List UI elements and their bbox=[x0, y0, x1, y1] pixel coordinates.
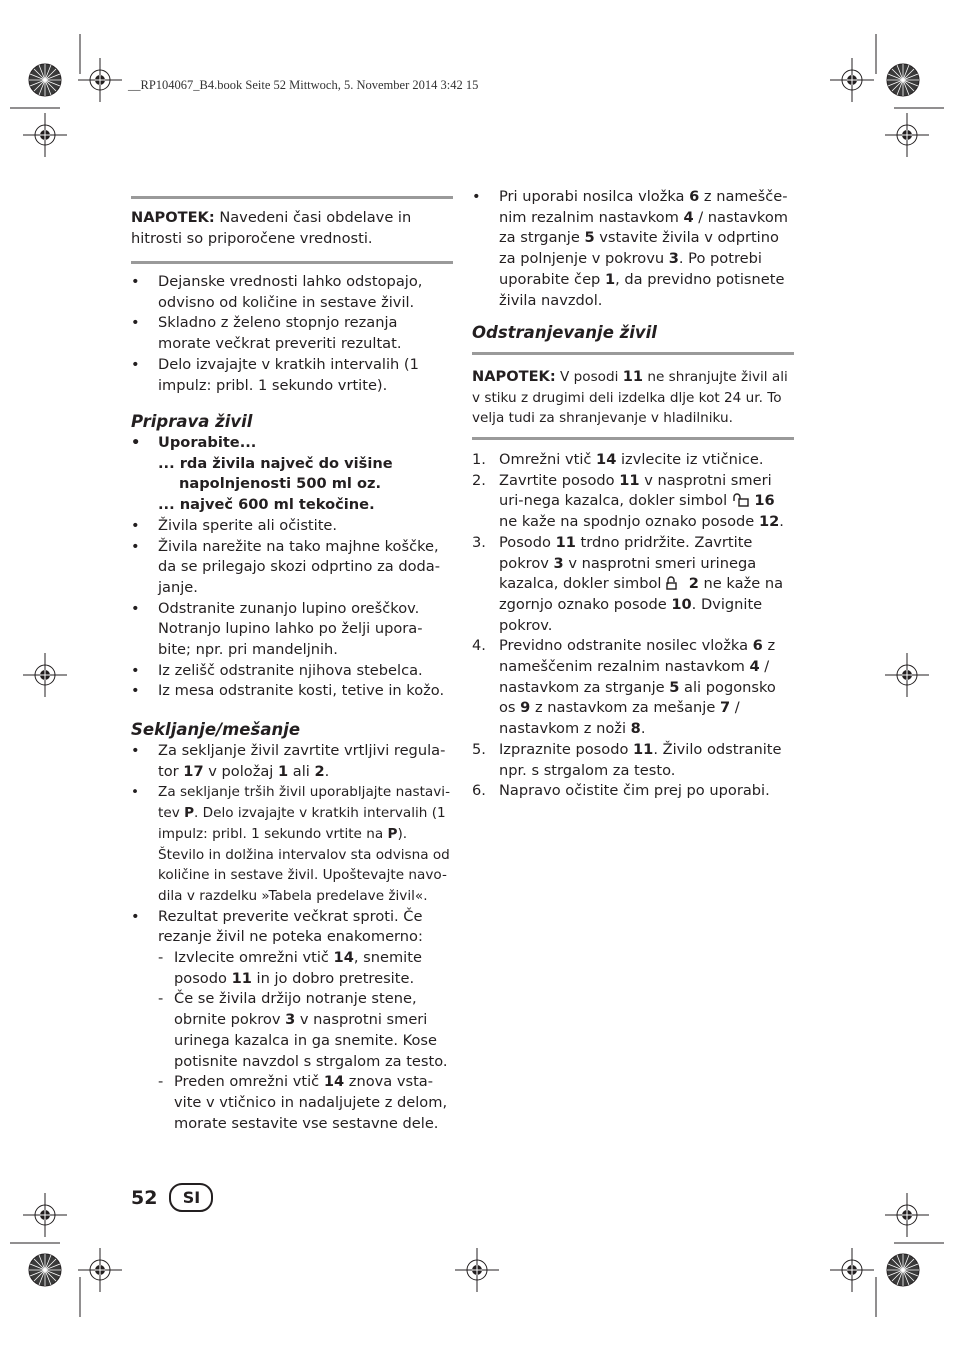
note-text: NAPOTEK: V posodi 11 ne shranjujte živil ali v stiku z drugimi deli izdelka dlje kot 24 ur. To velja tudi za shranjevanje v hladilniku. bbox=[472, 368, 788, 427]
note-box bbox=[472, 352, 794, 440]
hint-list bbox=[131, 272, 453, 396]
list-item: • Živila sperite ali očistite. bbox=[131, 516, 453, 537]
page-footer bbox=[131, 1183, 213, 1212]
note-text: NAPOTEK: Navedeni časi obdelave in hitrosti so priporočene vrednosti. bbox=[131, 209, 412, 247]
list-item: • Za sekljanje živil zavrtite vrtljivi regula-tor 17 v položaj 1 ali 2. bbox=[131, 741, 453, 782]
list-item: • Dejanske vrednosti lahko odstopajo, odvisno od količine in sestave živil. bbox=[131, 272, 453, 313]
list-item: 1. Omrežni vtič 14 izvlecite iz vtičnice. bbox=[472, 451, 764, 468]
list-item: • Delo izvajajte v kratkih intervalih (1 impulz: pribl. 1 sekundo vrtite). bbox=[131, 355, 453, 396]
list-item: • Iz mesa odstranite kosti, tetive in kožo. bbox=[131, 681, 453, 702]
list-item: • Za sekljanje trših živil uporabljajte nastavi-tev P. Delo izvajajte v kratkih intervalih (1 impulz: pribl. 1 sekundo vrtite na P). Število in dolžina intervalov sta odvisna od količine in sestave živil. Upoštevajte navo-dila v razdelku »Tabela predelave živil«. bbox=[131, 782, 453, 906]
section-heading: Odstranjevanje živil bbox=[472, 323, 657, 342]
list-item: 2. Zavrtite posodo 11 v nasprotni smeri uri-nega kazalca, dokler simbol 16 ne kaže na spodnjo oznako posode 12. bbox=[472, 471, 784, 531]
language-badge: SI bbox=[169, 1183, 213, 1212]
sub-list bbox=[158, 948, 453, 1134]
section-heading: Sekljanje/mešanje bbox=[131, 720, 301, 739]
list-item: • Rezultat preverite večkrat sproti. Če rezanje živil ne poteka enakomerno: - Izvlecite omrežni vtič 14, snemite posodo 11 in jo dobro pretresite. - Če se živila držijo notranje stene, obrnite pokrov 3 v nasprotni smeri urinega kazalca in ga snemite. Kose potisnite navzdol s strgalom za testo. - Preden omrežni vtič 14 znova vsta-vite v vtičnico in nadaljujete z delom, morate sestavite vse sestavne dele. bbox=[131, 907, 453, 1135]
list-item: 3. Posodo 11 trdno pridržite. Zavrtite pokrov 3 v nasprotni smeri urinega kazalca, dokler simbol 2 ne kaže na zgornjo oznako posode 10. Dvignite pokrov. bbox=[472, 533, 784, 634]
prep-list bbox=[131, 433, 453, 702]
note-box bbox=[131, 196, 453, 264]
page-number: 52 bbox=[131, 1186, 158, 1209]
list-item: 6. Napravo očistite čim prej po uporabi. bbox=[472, 782, 770, 800]
list-item: • Pri uporabi nosilca vložka 6 z namešče-nim rezalnim nastavkom 4 / nastavkom za strganje 5 vstavite živila v odprtino za polnjenje v pokrovu 3. Po potrebi uporabite čep 1, da previdno potisnete živila navzdol. bbox=[472, 187, 794, 311]
list-item: • Skladno z želeno stopnjo rezanja morate večkrat preveriti rezultat. bbox=[131, 313, 453, 354]
list-item: - Izvlecite omrežni vtič 14, snemite posodo 11 in jo dobro pretresite. bbox=[158, 948, 453, 989]
print-header: __RP104067_B4.book Seite 52 Mittwoch, 5. November 2014 3:42 15 bbox=[128, 78, 479, 92]
list-item: • Živila narežite na tako majhne koščke, da se prilegajo skozi odprtino za doda-janje. bbox=[131, 537, 453, 599]
removal-steps bbox=[472, 450, 794, 802]
list-item: - Preden omrežni vtič 14 znova vsta-vite v vtičnico in nadaljujete z delom, morate sestavite vse sestavne dele. bbox=[158, 1072, 453, 1134]
list-item: 5. Izpraznite posodo 11. Živilo odstranite npr. s strgalom za testo. bbox=[472, 740, 782, 779]
closed-lock-icon bbox=[666, 576, 684, 590]
list-item: • Odstranite zunanjo lupino oreščkov. Notranjo lupino lahko po želji upora-bite; npr. pri mandeljnih. bbox=[131, 599, 453, 661]
list-item: - Če se živila držijo notranje stene, obrnite pokrov 3 v nasprotni smeri urinega kazalca in ga snemite. Kose potisnite navzdol s strgalom za testo. bbox=[158, 989, 453, 1072]
insert-list bbox=[472, 187, 794, 311]
list-item: • Iz zelišč odstranite njihova stebelca. bbox=[131, 661, 453, 682]
list-item: • Uporabite... ... rda živila največ do višine napolnjenosti 500 ml oz. ... največ 600 ml tekočine. bbox=[131, 433, 453, 516]
chop-list bbox=[131, 741, 453, 1134]
section-heading: Priprava živil bbox=[131, 412, 253, 431]
open-lock-icon bbox=[732, 493, 750, 507]
list-item: 4. Previdno odstranite nosilec vložka 6 z nameščenim rezalnim nastavkom 4 / nastavkom za strganje 5 ali pogonsko os 9 z nastavkom za mešanje 7 / nastavkom z noži 8. bbox=[472, 637, 776, 738]
